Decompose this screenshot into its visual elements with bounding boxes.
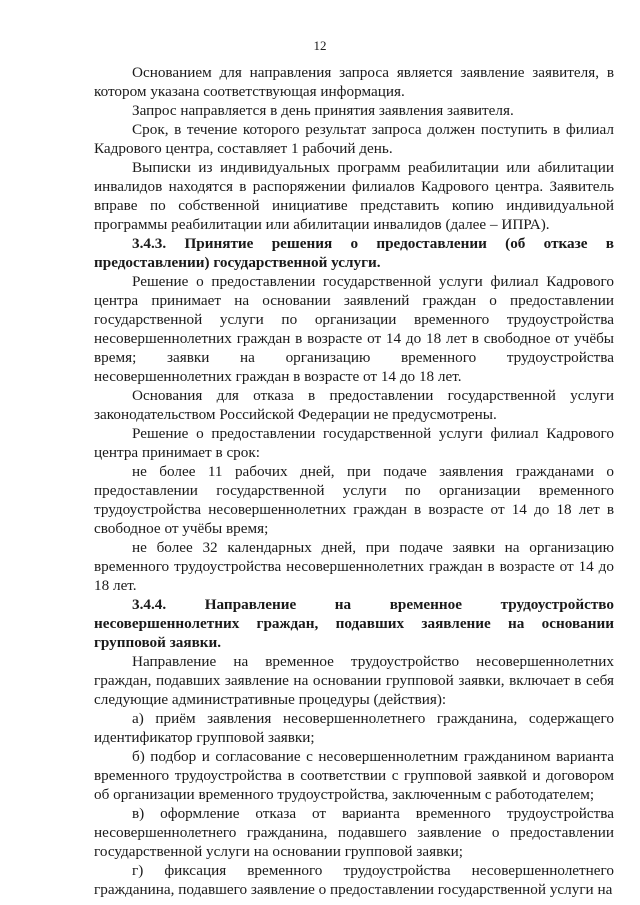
paragraph: Основанием для направления запроса является заявление заявителя, в котором указана соответствующая информация.	[94, 64, 614, 100]
list-item: б) подбор и согласование с несовершеннолетним гражданином варианта временного трудоустройства в соответствии с групповой заявкой и договором об организации временного трудоустройства, заключенным с работодателем;	[94, 748, 614, 803]
paragraph: Решение о предоставлении государственной услуги филиал Кадрового центра принимает в срок:	[94, 425, 614, 461]
paragraph: не более 32 календарных дней, при подаче заявки на организацию временного трудоустройства несовершеннолетних граждан в возрасте от 14 до 18 лет.	[94, 539, 614, 594]
section-heading: 3.4.4. Направление на временное трудоустройство несовершеннолетних граждан, подавших заявление на основании групповой заявки.	[94, 596, 614, 651]
paragraph: Направление на временное трудоустройство несовершеннолетних граждан, подавших заявление на основании групповой заявки, включает в себя следующие административные процедуры (действия):	[94, 653, 614, 708]
page-number: 12	[313, 38, 327, 53]
paragraph: Выписки из индивидуальных программ реабилитации или абилитации инвалидов находятся в распоряжении филиалов Кадрового центра. Заявитель вправе по собственной инициативе представить копию индивидуальной программы реабилитации или абилитации инвалидов (далее – ИПРА).	[94, 159, 614, 233]
paragraph: Основания для отказа в предоставлении государственной услуги законодательством Российской Федерации не предусмотрены.	[94, 387, 614, 423]
page-body	[94, 63, 614, 899]
section-heading: 3.4.3. Принятие решения о предоставлении (об отказе в предоставлении) государственной услуги.	[94, 235, 614, 271]
paragraph: не более 11 рабочих дней, при подаче заявления гражданами о предоставлении государственной услуги по организации временного трудоустройства несовершеннолетних граждан в возрасте от 14 до 18 лет в свободное от учёбы время;	[94, 463, 614, 537]
list-item: а) приём заявления несовершеннолетнего гражданина, содержащего идентификатор групповой заявки;	[94, 710, 614, 746]
paragraph: Срок, в течение которого результат запроса должен поступить в филиал Кадрового центра, составляет 1 рабочий день.	[94, 121, 614, 157]
list-item: в) оформление отказа от варианта временного трудоустройства несовершеннолетнего гражданина, подавшего заявление о предоставлении государственной услуги на основании групповой заявки;	[94, 805, 614, 860]
paragraph: Запрос направляется в день принятия заявления заявителя.	[132, 102, 514, 119]
paragraph: Решение о предоставлении государственной услуги филиал Кадрового центра принимает на основании заявлений граждан о предоставлении государственной услуги по организации временного трудоустройства несовершеннолетних граждан в возрасте от 14 до 18 лет в свободное от учёбы время; заявки на организацию временного трудоустройства несовершеннолетних граждан в возрасте от 14 до 18 лет.	[94, 273, 614, 385]
list-item: г) фиксация временного трудоустройства несовершеннолетнего гражданина, подавшего заявление о предоставлении государственной услуги на	[94, 862, 614, 898]
